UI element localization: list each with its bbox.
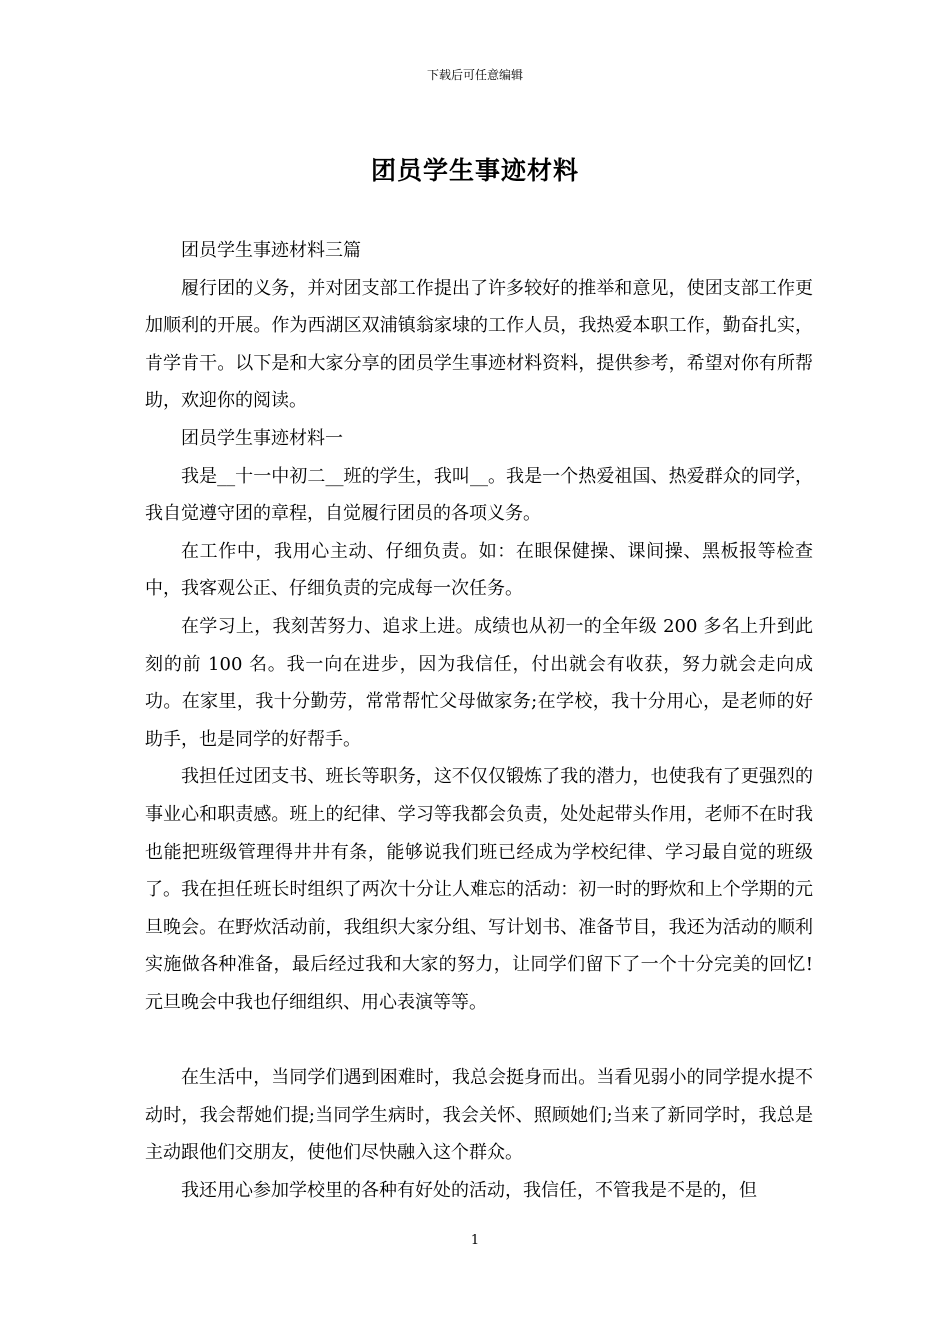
paragraph-intro: 履行团的义务，并对团支部工作提出了许多较好的推举和意见，使团支部工作更加顺利的开展。作为西湖区双浦镇翁家埭的工作人员，我热爱本职工作，勤奋扎实，肯学肯干。以下是和大家分享的团员学生事迹材料资料，提供参考，希望对你有所帮助，欢迎你的阅读。 bbox=[145, 277, 813, 412]
document-body bbox=[145, 232, 813, 1209]
page-number: 1 bbox=[470, 1233, 480, 1248]
header-note: 下载后可任意编辑 bbox=[426, 68, 523, 82]
paragraph: 在生活中，当同学们遇到困难时，我总会挺身而出。当看见弱小的同学提水提不动时，我会帮她们提;当同学生病时，我会关怀、照顾她们;当来了新同学时，我总是主动跟他们交朋友，使他们尽快融入这个群众。 bbox=[145, 1067, 813, 1164]
paragraph: 在学习上，我刻苦努力、追求上进。成绩也从初一的全年级 200 多名上升到此刻的前 100 名。我一向在进步，因为我信任，付出就会有收获，努力就会走向成功。在家里，我十分勤劳，常常帮忙父母做家务;在学校，我十分用心，是老师的好助手，也是同学的好帮手。 bbox=[145, 615, 813, 750]
paragraph: 在工作中，我用心主动、仔细负责。如：在眼保健操、课间操、黑板报等检查中，我客观公正、仔细负责的完成每一次任务。 bbox=[145, 540, 813, 600]
paragraph-subtitle: 团员学生事迹材料三篇 bbox=[181, 240, 361, 261]
paragraph: 我担任过团支书、班长等职务，这不仅仅锻炼了我的潜力，也使我有了更强烈的事业心和职责感。班上的纪律、学习等我都会负责，处处起带头作用，老师不在时我也能把班级管理得井井有条，能够说我们班已经成为学校纪律、学习最自觉的班级了。我在担任班长时组织了两次十分让人难忘的活动：初一时的野炊和上个学期的元旦晚会。在野炊活动前，我组织大家分组、写计划书、准备节目，我还为活动的顺利实施做各种准备，最后经过我和大家的努力，让同学们留下了一个十分完美的回忆!元旦晚会中我也仔细组织、用心表演等等。 bbox=[145, 766, 813, 1013]
document-title: 团员学生事迹材料 bbox=[370, 156, 579, 185]
paragraph-section-heading: 团员学生事迹材料一 bbox=[181, 427, 343, 449]
paragraph: 我是__十一中初二__班的学生，我叫__。我是一个热爱祖国、热爱群众的同学，我自觉遵守团的章程，自觉履行团员的各项义务。 bbox=[145, 465, 813, 525]
blank-line bbox=[145, 1021, 813, 1059]
paragraph: 我还用心参加学校里的各种有好处的活动，我信任，不管我是不是的，但 bbox=[181, 1179, 757, 1201]
